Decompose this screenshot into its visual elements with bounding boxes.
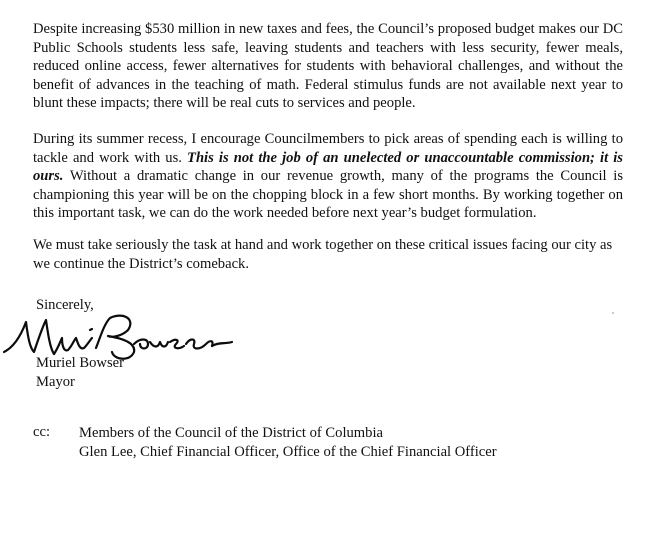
closing-salutation: Sincerely,	[36, 297, 94, 313]
cc-label: cc:	[33, 424, 51, 440]
body-paragraph-2	[33, 130, 623, 223]
signer-name: Muriel Bowser	[36, 355, 124, 371]
cc-recipient: Glen Lee, Chief Financial Officer, Office of the Chief Financial Officer	[79, 443, 497, 460]
paragraph-2-emphasis: This is not the job of an unelected or unaccountable commission; it is ours.	[33, 149, 623, 185]
paragraph-2-intro: During its summer recess, I encourage Councilmembers to pick areas of spending each is willing to tackle and work with us.	[33, 131, 623, 166]
signer-title: Mayor	[36, 374, 75, 390]
scan-speck	[612, 312, 614, 314]
cc-recipient: Members of the Council of the District of Columbia	[79, 425, 383, 441]
cc-recipient-list	[79, 424, 497, 461]
body-paragraph-1: Despite increasing $530 million in new taxes and fees, the Council’s proposed budget makes our DC Public Schools students less safe, leaving students and teachers with less security, fewer meals, reduced online access, fewer alternatives for students with behavioral challenges, and without the benefit of advances in the teaching of math. Federal stimulus funds are not available next year to blunt these impacts; there will be real cuts to services and people.	[33, 21, 623, 112]
handwritten-signature	[0, 308, 240, 378]
body-paragraph-3: We must take seriously the task at hand and work together on these critical issues facing our city as we continue the District’s comeback.	[33, 237, 613, 272]
paragraph-2-conclusion: Without a dramatic change in our revenue growth, many of the programs the Council is championing this year will be on the chopping block in a few short months. By working together on this important task, we can do the work needed before next year’s budget formulation.	[33, 168, 623, 222]
